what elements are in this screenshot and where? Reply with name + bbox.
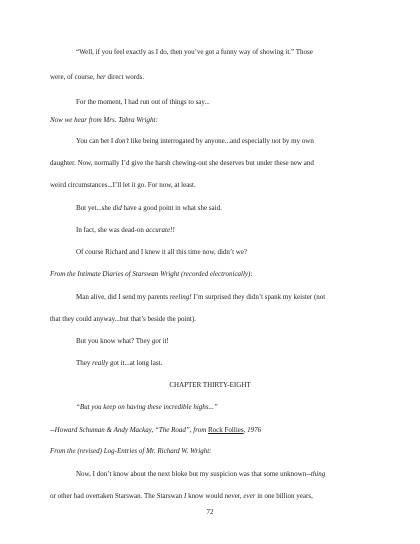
italic-text: thing — [310, 470, 326, 478]
section-source-line — [50, 116, 158, 125]
italic-text: really — [92, 359, 109, 367]
italic-text: From the Intimate Diaries of Starswan Wright (recorded electronically): — [50, 270, 253, 278]
body-line — [76, 98, 210, 107]
text-run: daughter. Now, normally I’d give the harsh chewing-out she deserves but under these new and — [50, 159, 314, 167]
body-line — [50, 159, 314, 168]
body-line — [76, 337, 169, 346]
text-run: like being interrogated by anyone...and especially — [128, 137, 272, 145]
body-line — [76, 248, 247, 257]
body-line — [76, 137, 314, 146]
epigraph-quote — [76, 403, 218, 412]
text-run: You can bet I — [76, 137, 115, 145]
body-line — [50, 181, 196, 190]
text-run: But yet...she — [76, 204, 113, 212]
text-run: But you know what? They — [76, 337, 152, 345]
italic-text: got — [151, 337, 161, 345]
italic-text: accurate!! — [145, 226, 175, 234]
italic-text: reeling! — [169, 293, 192, 301]
italic-text: did — [112, 204, 122, 212]
italic-text: her — [96, 73, 106, 81]
text-run: by my own — [280, 137, 314, 145]
text-run: Now, I don’t know about the next bloke but my suspicion was that some unknown-- — [76, 470, 311, 478]
text-run: weird circumstances...I’ll let it go. For now, at least. — [50, 181, 196, 189]
text-run: were, of course, — [50, 73, 97, 81]
text-run: I’m surprised they didn’t spank my keister (not — [191, 293, 326, 301]
text-run: In fact, she was dead-on — [76, 226, 146, 234]
body-line — [76, 470, 325, 479]
body-line — [50, 315, 196, 324]
underlined-text: Rock Follies — [208, 426, 244, 434]
text-run: They — [76, 359, 93, 367]
text-run: Of course Richard and I knew it all this time now, didn’t we? — [76, 248, 248, 256]
body-line — [76, 204, 222, 213]
italic-text: --Howard Schuman & Andy Mackay, “The Road”, from — [50, 426, 209, 434]
italic-text: Now we hear from Mrs. Tabra Wright: — [50, 116, 158, 124]
page-number: 72 — [206, 508, 214, 516]
italic-text: , 1976 — [243, 426, 262, 434]
text-run: that they could anyway...but that’s beside the point). — [50, 315, 196, 323]
body-line — [50, 73, 144, 82]
text-run: have a good point in what she said. — [121, 204, 222, 212]
body-line — [76, 48, 313, 57]
text-run: know would never, — [186, 492, 244, 500]
text-run: it! — [160, 337, 169, 345]
text-run: in one billion years, — [255, 492, 313, 500]
text-run: or other had overtaken Starswan. The Starswan — [50, 492, 184, 500]
italic-text: not — [271, 137, 281, 145]
chapter-heading: CHAPTER THIRTY-EIGHT — [169, 381, 251, 389]
italic-text: I — [184, 492, 187, 500]
italic-text: ever — [243, 492, 256, 500]
body-line — [76, 226, 175, 235]
body-line — [76, 359, 162, 368]
text-run: “Well, if you feel exactly as I do, then you’ve got a funny way of showing it.” Those — [76, 48, 313, 56]
text-run: For the moment, I had run out of things to say... — [76, 98, 210, 106]
text-run: got it...at long last. — [108, 359, 163, 367]
section-source-line — [50, 270, 253, 279]
italic-text: “But you keep on having these incredible highs...” — [76, 403, 218, 411]
body-line — [50, 492, 313, 501]
italic-text: From the (revised) Log-Entries of Mr. Richard W. Wright: — [50, 447, 212, 455]
epigraph-attribution — [50, 426, 261, 435]
text-run: direct words. — [105, 73, 145, 81]
text-run: Man alive, did I send my parents — [76, 293, 170, 301]
italic-text: don’t — [114, 137, 129, 145]
body-line — [76, 293, 325, 302]
section-source-line — [50, 447, 212, 456]
